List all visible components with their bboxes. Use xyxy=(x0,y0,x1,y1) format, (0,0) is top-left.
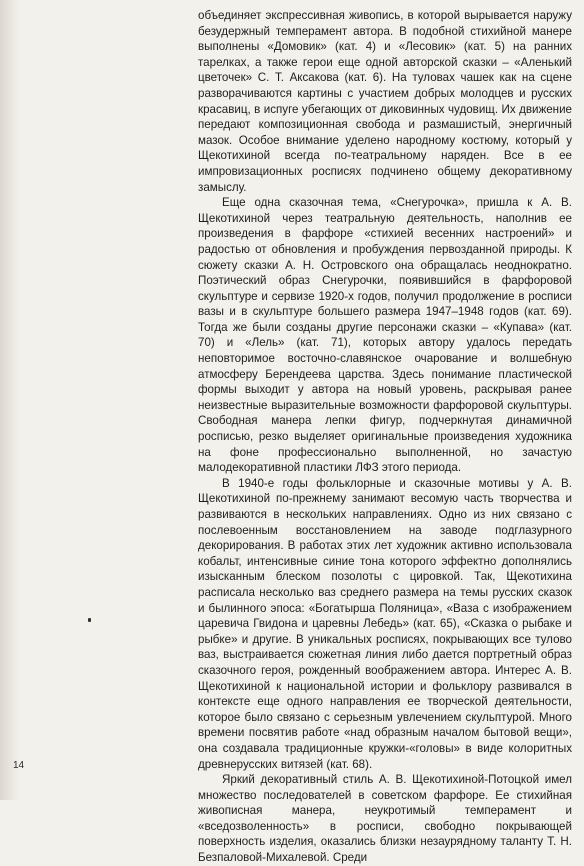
print-speck xyxy=(88,618,91,622)
paragraph-4: Яркий декоративный стиль А. В. Щекотихиной-Потоцкой имел множество последователей в советском фарфоре. Ее стихийная живописная манера, неукротимый темперамент и «вседозволенность» в росписи, свободно покрывающей поверхность изделия, оказались близки незаурядному таланту Т. Н. Безпаловой-Михалевой. Среди xyxy=(198,773,572,865)
paragraph-3: В 1940-е годы фольклорные и сказочные мотивы у А. В. Щекотихиной по-прежнему занимают весомую часть творчества и развиваются в нескольких направлениях. Одно из них связано с послевоенным восстановлением на заводе подглазурного декорирования. В работах этих лет художник активно использовала кобальт, интенсивные синие тона которого эффектно дополнялись изысканным блеском позолоты с цировкой. Так, Щекотихина расписала несколько ваз среднего размера на темы русских сказок и былинного эпоса: «Богатырша Поляница», «Ваза с изображением царевича Гвидона и царевны Лебедь» (кат. 65), «Сказка о рыбаке и рыбке» и другие. В уникальных росписях, покрывающих все тулово ваз, выстраивается сюжетная линия либо дается портретный образ сказочного героя, рожденный воображением автора. Интерес А. В. Щекотихиной к национальной истории и фольклору развивался в контексте еще одного направления ее творческой деятельности, которое было связано с серьезным увлечением скульптурой. Много времени посвятив работе «над образным началом бытовой вещи», она создавала традиционные кружки-«головы» в виде колоритных древнерусских витязей (кат. 68). xyxy=(198,476,572,771)
page-number: 14 xyxy=(13,760,25,771)
paragraph-1: объединяет экспрессивная живопись, в которой вырывается наружу безудержный темперамент автора. В подобной стихийной манере выполнены «Домовик» (кат. 4) и «Лесовик» (кат. 5) на ранних тарелках, а также герои еще одной авторской сказки – «Аленький цветочек» С. Т. Аксакова (кат. 6). На туловах чашек как на сцене разворачиваются картины с участием добрых молодцев и русских красавиц, в испуге убегающих от диковинных чудовищ. Их движение передают композиционная свобода и размашистый, энергичный мазок. Особое внимание уделено народному костюму, который у Щекотихиной всегда по-театральному наряден. Все в ее импровизационных росписях подчинено общему декоративному замыслу. xyxy=(198,9,572,194)
text-column xyxy=(198,8,572,866)
page-binding-shadow xyxy=(0,0,20,800)
paragraph-2: Еще одна сказочная тема, «Снегурочка», пришла к А. В. Щекотихиной через театральную деятельность, наполнив ее произведения в фарфоре «стихией весенних настроений» и радостью от обновления и пробуждения первозданной природы. К сюжету сказки А. Н. Островского она обращалась неоднократно. Поэтический образ Снегурочки, появившийся в фарфоровой скульптуре и сервизе 1920-х годов, получил продолжение в росписи вазы и в скульптуре большего размера 1947–1948 годов (кат. 69). Тогда же были созданы другие персонажи сказки – «Купава» (кат. 70) и «Лель» (кат. 71), которых автору удалось передать неповторимое восточно-славянское очарование и волшебную атмосферу Берендеева царства. Здесь понимание пластической формы выходит у автора на новый уровень, раскрывая ранее неизвестные выразительные возможности фарфоровой скульптуры. Свободная манера лепки фигур, подчеркнутая динамичной росписью, резко выделяет оригинальные произведения художника на фоне профессионально выполненной, но зачастую малодекоративной пластики ЛФЗ этого периода. xyxy=(198,196,572,475)
